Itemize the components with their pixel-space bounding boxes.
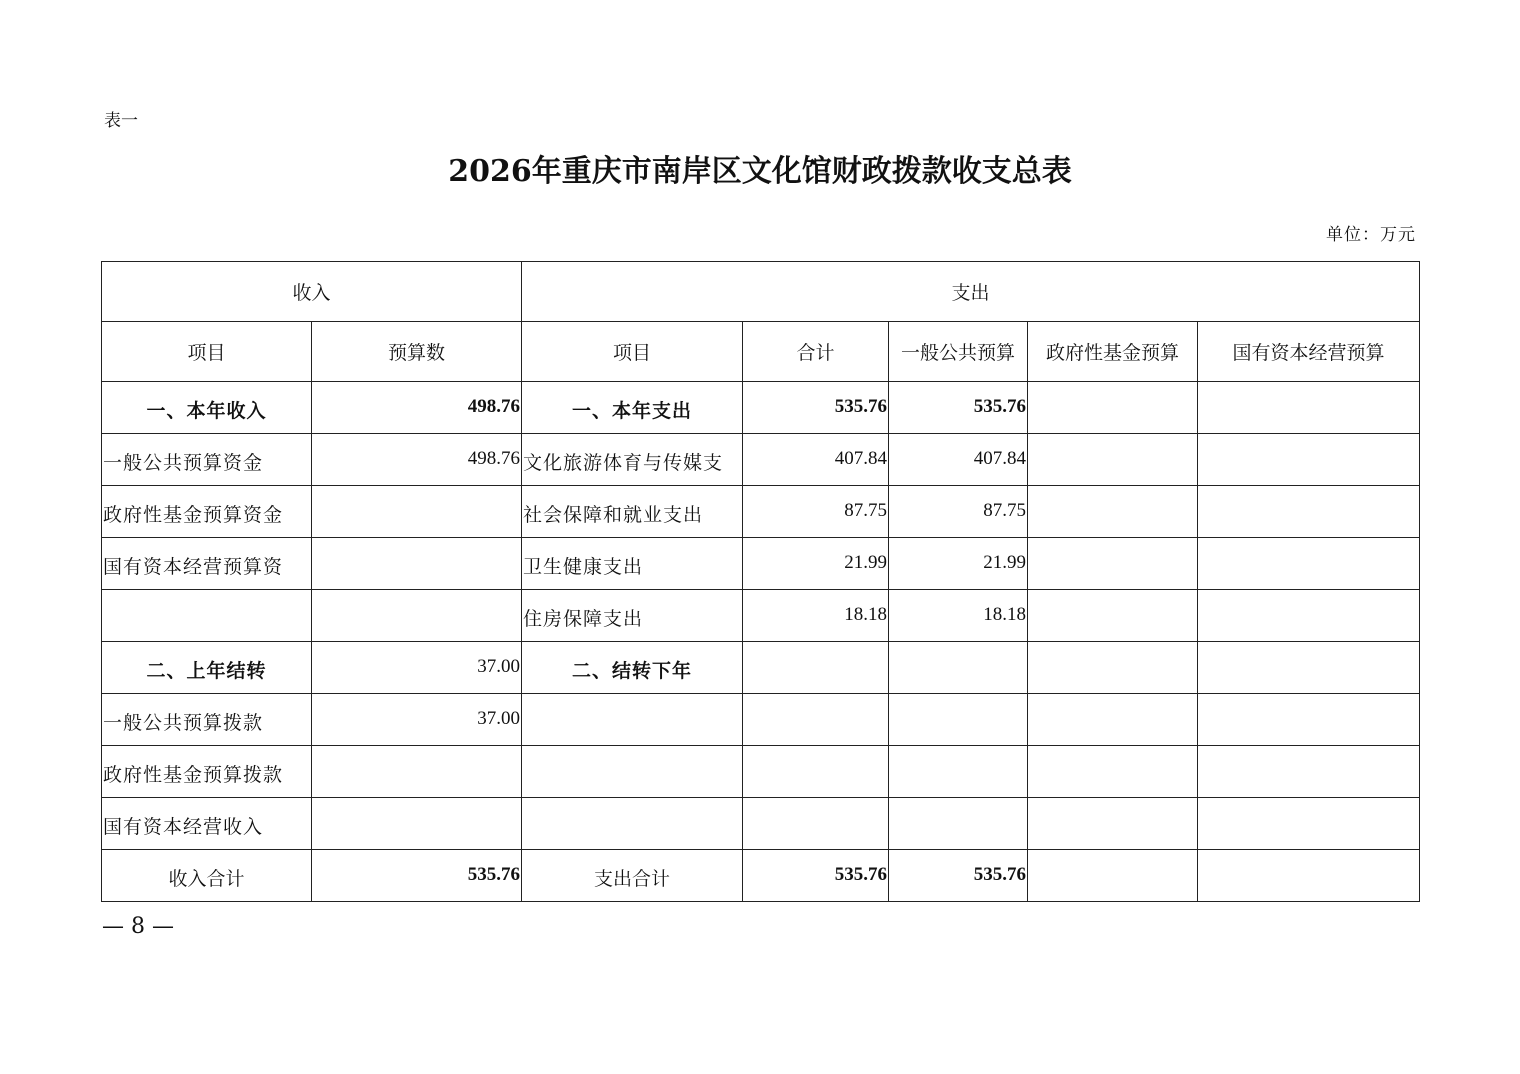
expense-general [889, 694, 1028, 746]
expense-item [522, 694, 743, 746]
column-header: 一般公共预算 [889, 322, 1028, 382]
table-row [102, 434, 1420, 486]
column-header: 国有资本经营预算 [1198, 322, 1420, 382]
expense-total [743, 694, 889, 746]
income-header: 收入 [102, 262, 522, 322]
column-header: 项目 [102, 322, 312, 382]
expense-total: 535.76 [743, 850, 889, 902]
expense-state-capital [1198, 590, 1420, 642]
income-item: 国有资本经营收入 [102, 798, 312, 850]
column-header: 政府性基金预算 [1028, 322, 1198, 382]
expense-general: 87.75 [889, 486, 1028, 538]
expense-total: 407.84 [743, 434, 889, 486]
table-row [102, 798, 1420, 850]
expense-item: 社会保障和就业支出 [522, 486, 743, 538]
expense-item: 卫生健康支出 [522, 538, 743, 590]
expense-total-label: 支出合计 [522, 850, 743, 902]
expense-item [522, 798, 743, 850]
income-amount [312, 538, 522, 590]
income-item: 国有资本经营预算资 [102, 538, 312, 590]
total-row [102, 850, 1420, 902]
expense-total [743, 746, 889, 798]
income-item: 一般公共预算拨款 [102, 694, 312, 746]
expense-state-capital [1198, 850, 1420, 902]
expense-total [743, 642, 889, 694]
income-amount [312, 746, 522, 798]
income-total-label: 收入合计 [102, 850, 312, 902]
expense-item [522, 746, 743, 798]
income-amount [312, 486, 522, 538]
income-item: 一般公共预算资金 [102, 434, 312, 486]
income-item: 政府性基金预算资金 [102, 486, 312, 538]
expense-state-capital [1198, 382, 1420, 434]
expenditure-header: 支出 [522, 262, 1420, 322]
header-row [102, 262, 1420, 322]
expense-fund [1028, 382, 1198, 434]
expense-state-capital [1198, 746, 1420, 798]
expense-general [889, 798, 1028, 850]
expense-general [889, 642, 1028, 694]
income-item: 政府性基金预算拨款 [102, 746, 312, 798]
expense-total: 21.99 [743, 538, 889, 590]
expense-item: 住房保障支出 [522, 590, 743, 642]
income-amount [312, 590, 522, 642]
expense-fund [1028, 694, 1198, 746]
table-label: 表一 [104, 111, 138, 131]
expense-state-capital [1198, 486, 1420, 538]
column-header: 合计 [743, 322, 889, 382]
income-amount: 498.76 [312, 382, 522, 434]
expense-general: 18.18 [889, 590, 1028, 642]
income-total-amount: 535.76 [312, 850, 522, 902]
expense-total [743, 798, 889, 850]
expense-state-capital [1198, 434, 1420, 486]
expense-state-capital [1198, 694, 1420, 746]
expense-fund [1028, 590, 1198, 642]
table-row [102, 538, 1420, 590]
expense-fund [1028, 486, 1198, 538]
income-amount: 37.00 [312, 694, 522, 746]
expense-item: 文化旅游体育与传媒支 [522, 434, 743, 486]
column-header-row [102, 322, 1420, 382]
column-header: 项目 [522, 322, 743, 382]
table-row [102, 486, 1420, 538]
table-row [102, 382, 1420, 434]
column-header: 预算数 [312, 322, 522, 382]
expense-general [889, 746, 1028, 798]
expense-fund [1028, 850, 1198, 902]
expense-general: 407.84 [889, 434, 1028, 486]
income-item: 二、上年结转 [102, 642, 312, 694]
expense-state-capital [1198, 642, 1420, 694]
income-amount: 498.76 [312, 434, 522, 486]
unit-label: 单位：万元 [1326, 225, 1416, 245]
expense-fund [1028, 746, 1198, 798]
table-row [102, 694, 1420, 746]
expense-general: 21.99 [889, 538, 1028, 590]
expense-total: 535.76 [743, 382, 889, 434]
expense-state-capital [1198, 538, 1420, 590]
expense-fund [1028, 434, 1198, 486]
expense-fund [1028, 538, 1198, 590]
expense-item: 一、本年支出 [522, 382, 743, 434]
expense-fund [1028, 642, 1198, 694]
table-row [102, 590, 1420, 642]
expense-general: 535.76 [889, 382, 1028, 434]
income-amount: 37.00 [312, 642, 522, 694]
expense-total: 87.75 [743, 486, 889, 538]
income-item: 一、本年收入 [102, 382, 312, 434]
page-number: — 8 — [102, 914, 174, 939]
expense-total: 18.18 [743, 590, 889, 642]
budget-table [101, 261, 1420, 902]
expense-fund [1028, 798, 1198, 850]
expense-item: 二、结转下年 [522, 642, 743, 694]
expense-state-capital [1198, 798, 1420, 850]
table-row [102, 642, 1420, 694]
income-item [102, 590, 312, 642]
income-amount [312, 798, 522, 850]
table-row [102, 746, 1420, 798]
document-title: 2026年重庆市南岸区文化馆财政拨款收支总表 [448, 154, 1072, 189]
expense-general: 535.76 [889, 850, 1028, 902]
